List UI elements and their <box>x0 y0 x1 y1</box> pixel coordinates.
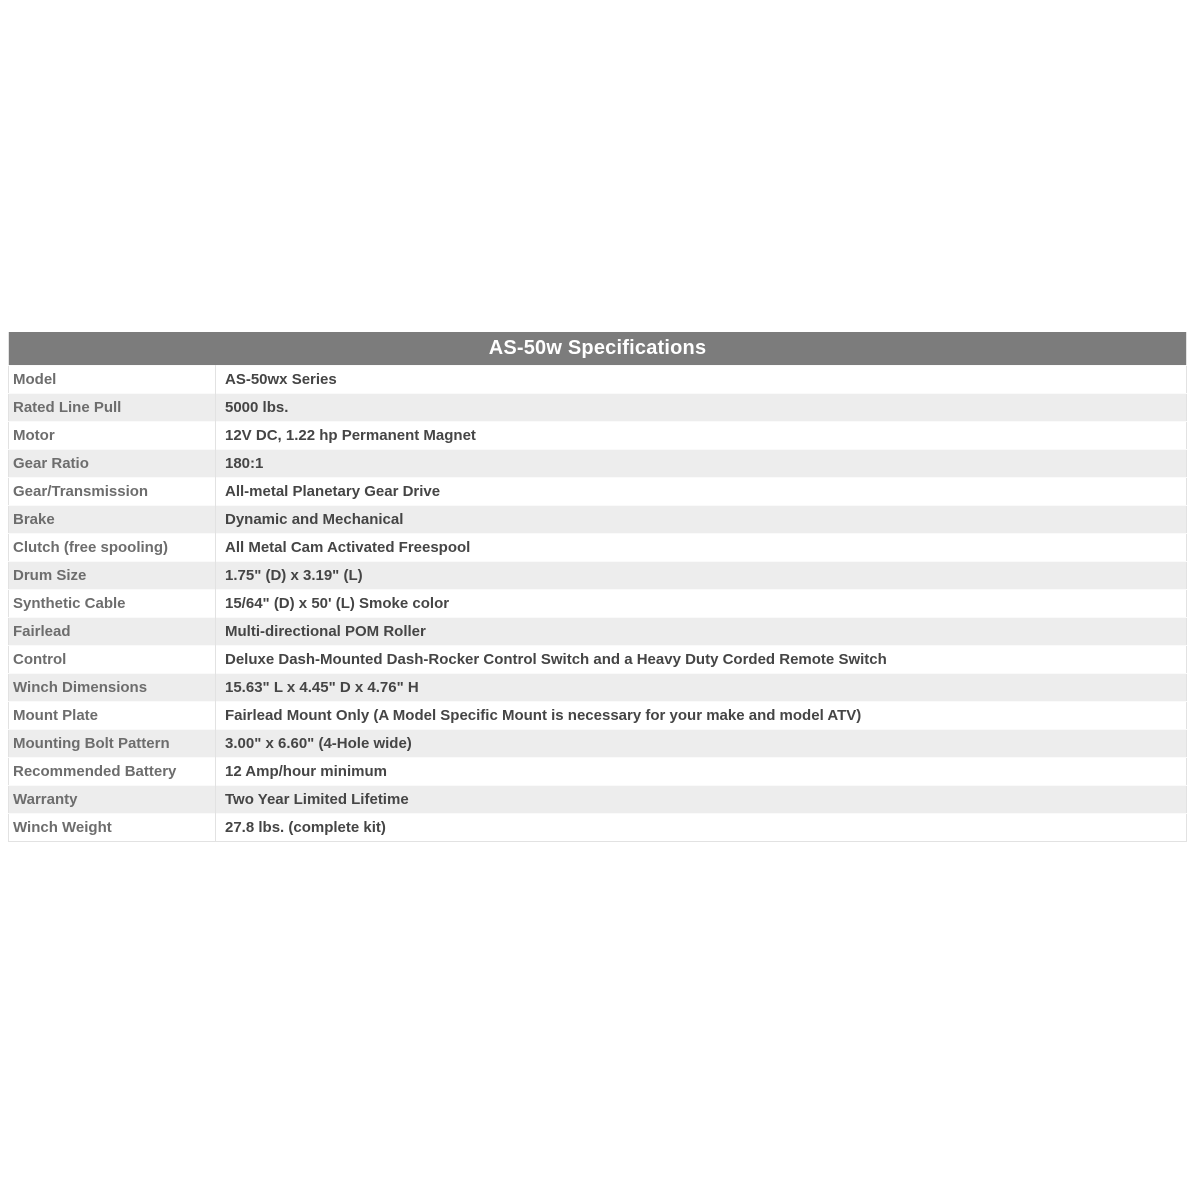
spec-value: Deluxe Dash-Mounted Dash-Rocker Control Switch and a Heavy Duty Corded Remote Switch <box>216 645 1187 673</box>
table-row <box>9 393 1187 421</box>
spec-value: 12 Amp/hour minimum <box>216 757 1187 785</box>
table-row <box>9 813 1187 841</box>
spec-label: Synthetic Cable <box>9 589 216 617</box>
spec-value: 27.8 lbs. (complete kit) <box>216 813 1187 841</box>
table-row <box>9 701 1187 729</box>
spec-value: 180:1 <box>216 449 1187 477</box>
spec-value: 15.63" L x 4.45" D x 4.76" H <box>216 673 1187 701</box>
spec-label: Warranty <box>9 785 216 813</box>
spec-value: Two Year Limited Lifetime <box>216 785 1187 813</box>
table-header-row <box>9 332 1187 365</box>
spec-value: 3.00" x 6.60" (4-Hole wide) <box>216 729 1187 757</box>
spec-value: 1.75" (D) x 3.19" (L) <box>216 561 1187 589</box>
table-row <box>9 533 1187 561</box>
spec-value: 15/64" (D) x 50' (L) Smoke color <box>216 589 1187 617</box>
table-row <box>9 365 1187 393</box>
table-row <box>9 757 1187 785</box>
spec-value: 12V DC, 1.22 hp Permanent Magnet <box>216 421 1187 449</box>
spec-label: Winch Dimensions <box>9 673 216 701</box>
spec-label: Control <box>9 645 216 673</box>
table-body <box>9 365 1187 841</box>
table-row <box>9 505 1187 533</box>
spec-label: Fairlead <box>9 617 216 645</box>
table-row <box>9 561 1187 589</box>
table-row <box>9 729 1187 757</box>
spec-label: Brake <box>9 505 216 533</box>
spec-label: Motor <box>9 421 216 449</box>
table-row <box>9 421 1187 449</box>
table-row <box>9 785 1187 813</box>
spec-label: Clutch (free spooling) <box>9 533 216 561</box>
specifications-table <box>8 332 1187 842</box>
specifications-section <box>8 332 1187 842</box>
spec-label: Gear/Transmission <box>9 477 216 505</box>
table-row <box>9 645 1187 673</box>
table-row <box>9 589 1187 617</box>
spec-label: Mounting Bolt Pattern <box>9 729 216 757</box>
spec-value: Multi-directional POM Roller <box>216 617 1187 645</box>
spec-value: All Metal Cam Activated Freespool <box>216 533 1187 561</box>
spec-label: Winch Weight <box>9 813 216 841</box>
spec-value: All-metal Planetary Gear Drive <box>216 477 1187 505</box>
table-row <box>9 449 1187 477</box>
spec-label: Rated Line Pull <box>9 393 216 421</box>
spec-label: Mount Plate <box>9 701 216 729</box>
spec-value: AS-50wx Series <box>216 365 1187 393</box>
spec-label: Recommended Battery <box>9 757 216 785</box>
spec-label: Drum Size <box>9 561 216 589</box>
table-row <box>9 617 1187 645</box>
spec-value: 5000 lbs. <box>216 393 1187 421</box>
spec-label: Model <box>9 365 216 393</box>
spec-value: Dynamic and Mechanical <box>216 505 1187 533</box>
spec-value: Fairlead Mount Only (A Model Specific Mount is necessary for your make and model ATV) <box>216 701 1187 729</box>
spec-label: Gear Ratio <box>9 449 216 477</box>
table-title: AS-50w Specifications <box>9 332 1187 365</box>
table-row <box>9 477 1187 505</box>
table-row <box>9 673 1187 701</box>
